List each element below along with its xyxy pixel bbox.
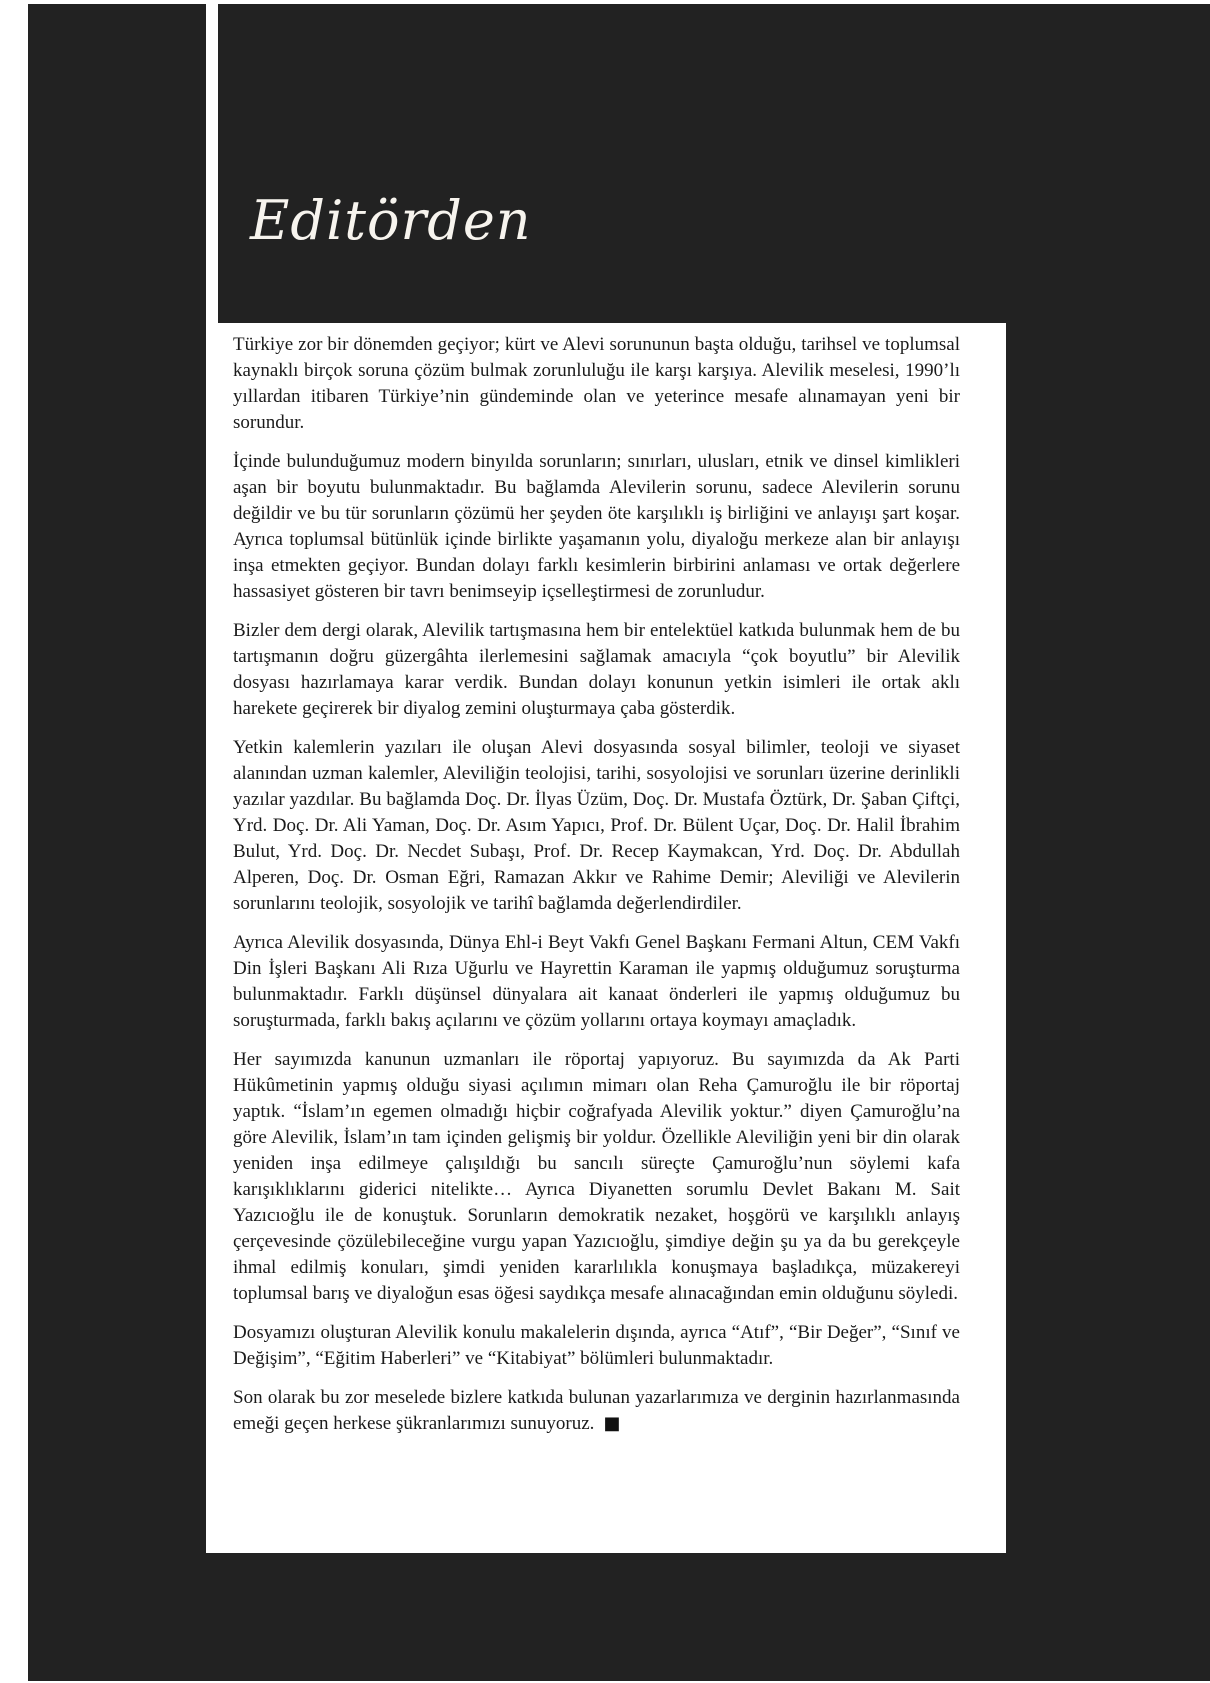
paragraph-8: [233, 1385, 960, 1437]
paragraph-6: Her sayımızda kanunun uzmanları ile röportaj yapıyoruz. Bu sayımızda da Ak Parti Hükûmetinin yapmış olduğu siyasi açılımın mimarı olan Reha Çamuroğlu ile bir röportaj yaptık. “İslam’ın egemen olmadığı hiçbir coğrafyada Alevilik yoktur.” diyen Çamuroğlu’na göre Alevilik, İslam’ın tam içinden gelişmiş bir yoldur. Özellikle Aleviliğin yeni bir din olarak yeniden inşa edilmeye çalışıldığı bu sancılı süreçte Çamuroğlu’nun söylemi kafa karışıklıklarını giderici nitelikte… Ayrıca Diyanetten sorumlu Devlet Bakanı M. Sait Yazıcıoğlu ile de konuştuk. Sorunların demokratik nezaket, hoşgörü ve karşılıklı anlayış çerçevesinde çözülebileceğine vurgu yapan Yazıcıoğlu, şimdiye değin şu ya da bu gerekçeyle ihmal edilmiş konuları, şimdi yeniden kararlılıkla konuşmaya başladıkça, müzakereyi toplumsal barış ve diyaloğun esas öğesi saydıkça mesafe alınacağından emin olduğunu söyledi.: [233, 1049, 960, 1304]
end-of-article-mark: ■: [603, 1413, 621, 1434]
paragraph-7: Dosyamızı oluşturan Alevilik konulu makalelerin dışında, ayrıca “Atıf”, “Bir Değer”, “Sınıf ve Değişim”, “Eğitim Haberleri” ve “Kitabiyat” bölümleri bulunmaktadır.: [233, 1322, 960, 1369]
paragraph-2: İçinde bulunduğumuz modern binyılda sorunların; sınırları, ulusları, etnik ve dinsel kimlikleri aşan bir boyutu bulunmaktadır. Bu bağlamda Alevilerin sorunu, sadece Alevilerin sorunu değildir ve bu tür sorunların çözümü her şeyden öte karşılıklı iş birliğini ve anlayışı şart koşar. Ayrıca toplumsal bütünlük içinde birlikte yaşamanın yolu, diyaloğu merkeze alan bir anlayışı inşa etmekten geçiyor. Bundan dolayı farklı kesimlerin birbirini anlaması ve ortak değerlere hassasiyet gösteren bir tavrı benimseyip içselleştirmesi de zorunludur.: [233, 451, 960, 602]
paragraph-4: Yetkin kalemlerin yazıları ile oluşan Alevi dosyasında sosyal bilimler, teoloji ve siyaset alanından uzman kalemler, Aleviliğin teolojisi, tarihi, sosyolojisi ve sorunları üzerine derinlikli yazılar yazdılar. Bu bağlamda Doç. Dr. İlyas Üzüm, Doç. Dr. Mustafa Öztürk, Dr. Şaban Çiftçi, Yrd. Doç. Dr. Ali Yaman, Doç. Dr. Asım Yapıcı, Prof. Dr. Bülent Uçar, Doç. Dr. Halil İbrahim Bulut, Yrd. Doç. Dr. Necdet Subaşı, Prof. Dr. Recep Kaymakcan, Yrd. Doç. Dr. Abdullah Alperen, Doç. Dr. Osman Eğri, Ramazan Akkır ve Rahime Demir; Aleviliği ve Alevilerin sorunlarını teolojik, sosyolojik ve tarihî bağlamda değerlendirdiler.: [233, 737, 960, 914]
paragraph-8-text: Son olarak bu zor meselede bizlere katkıda bulunan yazarlarımıza ve derginin hazırlanmasında emeği geçen herkese şükranlarımızı sunuyoruz.: [233, 1387, 960, 1434]
paragraph-3: Bizler dem dergi olarak, Alevilik tartışmasına hem bir entelektüel katkıda bulunmak hem de bu tartışmanın doğru güzergâhta ilerlemesini sağlamak amacıyla “çok boyutlu” bir Alevilik dosyası hazırlamaya karar verdik. Bundan dolayı konunun yetkin isimleri ile ortak aklı harekete geçirerek bir diyalog zemini oluşturmaya çaba gösterdik.: [233, 620, 960, 719]
paragraph-5: Ayrıca Alevilik dosyasında, Dünya Ehl-i Beyt Vakfı Genel Başkanı Fermani Altun, CEM Vakfı Din İşleri Başkanı Ali Rıza Uğurlu ve Hayrettin Karaman ile yapmış olduğumuz soruşturma bulunmaktadır. Farklı düşünsel dünyalara ait kanaat önderleri ile yapmış olduğumuz bu soruşturmada, farklı bakış açılarını ve çözüm yollarını ortaya koymayı amaçladık.: [233, 932, 960, 1031]
page-title: Editörden: [250, 189, 532, 252]
article-content-box: [206, 323, 1006, 1553]
paragraph-1: Türkiye zor bir dönemden geçiyor; kürt ve Alevi sorununun başta olduğu, tarihsel ve toplumsal kaynaklı birçok soruna çözüm bulmak zorunluluğu ile karşı karşıya. Alevilik meselesi, 1990’lı yıllardan itibaren Türkiye’nin gündeminde olan ve yeterince mesafe alınamayan yeni bir sorundur.: [233, 334, 960, 433]
